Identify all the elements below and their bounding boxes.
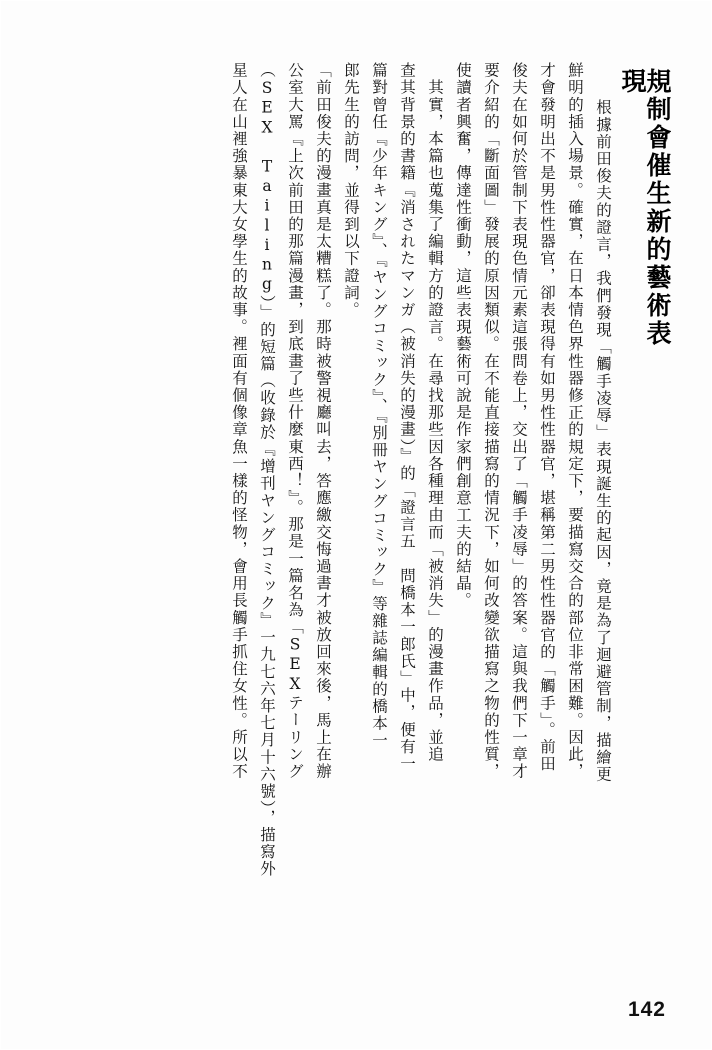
body-column-13: （SEX Tailing）」的短篇（收錄於『增刊ヤングコミック』一九七六年七月十六號），描寫外 (258, 62, 276, 878)
body-column-10: 郎先生的訪問，並得到以下證詞。 (342, 62, 360, 319)
body-column-9: 篇對曾任『少年キング』、『ヤングコミック』、『別冊ヤングコミック』等雜誌編輯的橋本一 (370, 62, 388, 750)
body-column-2: 鮮明的插入場景。確實，在日本情色界性器修正的規定下，要描寫交合的部位非常困難。因此， (566, 62, 584, 781)
body-column-1: 根據前田俊夫的證言，我們發現「觸手凌辱」表現誕生的起因，竟是為了迴避管制，描繪更 (594, 82, 612, 784)
vertical-text-area (52, 62, 670, 952)
body-column-12: 公室大罵『上次前田的那篇漫畫，到底畫了些什麼東西！』。那是一篇名為「SEXテーリング (286, 62, 304, 780)
body-column-11: 「前田俊夫的漫畫真是太糟糕了。那時被警視廳叫去，答應繳交悔過書才被放回來後，馬上在辦 (314, 62, 332, 781)
body-column-6: 使讀者興奮，傳達性衝動，這些表現藝術可說是作家們創意工夫的結晶。 (454, 62, 472, 610)
body-column-3: 才會發明出不是男性性器官，卻表現得有如男性性器官，堪稱第二男性性器官的「觸手」。前田 (538, 62, 556, 773)
body-column-8: 查其背景的書籍『消されたマンガ（被消失的漫畫）』的「證言五 問橋本一郎氏」中，便有一 (398, 62, 416, 773)
body-column-5: 要介紹的「斷面圖」發展的原因類似。在不能直接描寫的情況下，如何改變欲描寫之物的性質， (482, 62, 500, 781)
body-column-14: 星人在山裡強暴東大女學生的故事。裡面有個像章魚一樣的怪物，會用長觸手抓住女性。所以不 (230, 62, 248, 781)
page-title: 規制會催生新的藝術表現 (618, 68, 672, 348)
body-column-7: 其實，本篇也蒐集了編輯方的證言。在尋找那些因各種理由而「被消失」的漫畫作品，並追 (426, 62, 444, 764)
page-number: 142 (627, 998, 666, 1021)
body-column-4: 俊夫在如何於管制下表現色情元素這張問卷上，交出了「觸手凌辱」的答案。這與我們下一章才 (510, 62, 528, 781)
